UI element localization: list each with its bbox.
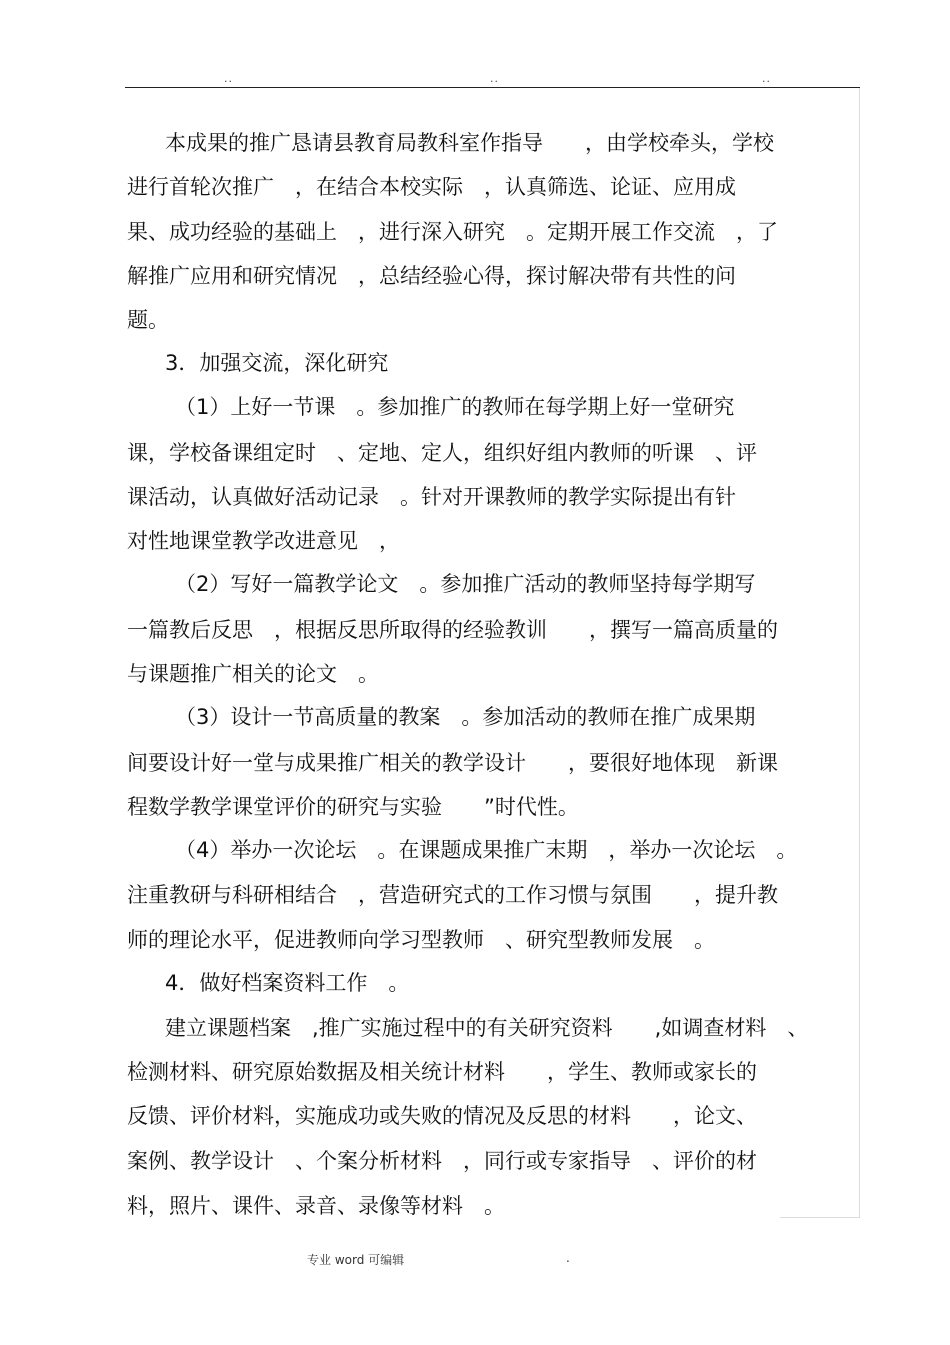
text-line: 与课题推广相关的论文 。 [127, 662, 379, 686]
bottom-margin-rule [780, 1217, 860, 1218]
text-line: 间要设计好一堂与成果推广相关的教学设计 ，要很好地体现 新课 [127, 751, 778, 775]
right-margin-rule [859, 88, 860, 1218]
text-line: 程数学教学课堂评价的研究与实验 ”时代性。 [127, 795, 579, 819]
text-line: 进行首轮次推广 ，在结合本校实际 ，认真筛选、论证、应用成 [127, 175, 736, 199]
footer-dot: . [566, 1251, 570, 1265]
section-heading: 3．加强交流，深化研究 [165, 351, 389, 375]
text-line: 注重教研与科研相结合 ，营造研究式的工作习惯与氛围 ，提升教 [127, 883, 778, 907]
section-heading: 4．做好档案资料工作 。 [165, 971, 410, 995]
text-line: 果、成功经验的基础上 ，进行深入研究 。定期开展工作交流 ，了 [127, 220, 778, 244]
header-rule [125, 87, 860, 88]
text-line: 课活动，认真做好活动记录 。针对开课教师的教学实际提出有针 [127, 485, 736, 509]
text-line: （3）设计一节高质量的教案 。参加活动的教师在推广成果期 [175, 705, 756, 729]
text-line: 对性地课堂教学改进意见 ， [127, 529, 400, 553]
text-line: （2）写好一篇教学论文 。参加推广活动的教师坚持每学期写 [175, 572, 756, 596]
text-line: 案例、教学设计 、个案分析材料 ，同行或专家指导 、评价的材 [127, 1149, 757, 1173]
text-line: 反馈、评价材料，实施成功或失败的情况及反思的材料 ，论文、 [127, 1104, 757, 1128]
text-line: 师的理论水平，促进教师向学习型教师 、研究型教师发展 。 [127, 928, 715, 952]
header-dots-center: .. [490, 72, 499, 85]
text-line: 课，学校备课组定时 、定地、定人，组织好组内教师的听课 、评 [127, 441, 757, 465]
text-line: （1）上好一节课 。参加推广的教师在每学期上好一堂研究 [175, 395, 735, 419]
text-line: 解推广应用和研究情况 ，总结经验心得，探讨解决带有共性的问 [127, 264, 736, 288]
text-line: 一篇教后反思 ，根据反思所取得的经验教训 ，撰写一篇高质量的 [127, 618, 778, 642]
header-dots-right: .. [762, 72, 771, 85]
text-line: 检测材料、研究原始数据及相关统计材料 ，学生、教师或家长的 [127, 1060, 757, 1084]
footer-text: 专业 word 可编辑 [307, 1253, 405, 1267]
text-line: 本成果的推广恳请县教育局教科室作指导 ，由学校牵头，学校 [165, 131, 774, 155]
text-line: 题。 [127, 308, 169, 332]
text-line: 建立课题档案 ,推广实施过程中的有关研究资料 ,如调查材料 、 [165, 1016, 809, 1040]
header-dots-left: .. [224, 72, 233, 85]
text-line: （4）举办一次论坛 。在课题成果推广末期 ，举办一次论坛 。 [175, 838, 798, 862]
text-line: 料，照片、课件、录音、录像等材料 。 [127, 1194, 505, 1218]
